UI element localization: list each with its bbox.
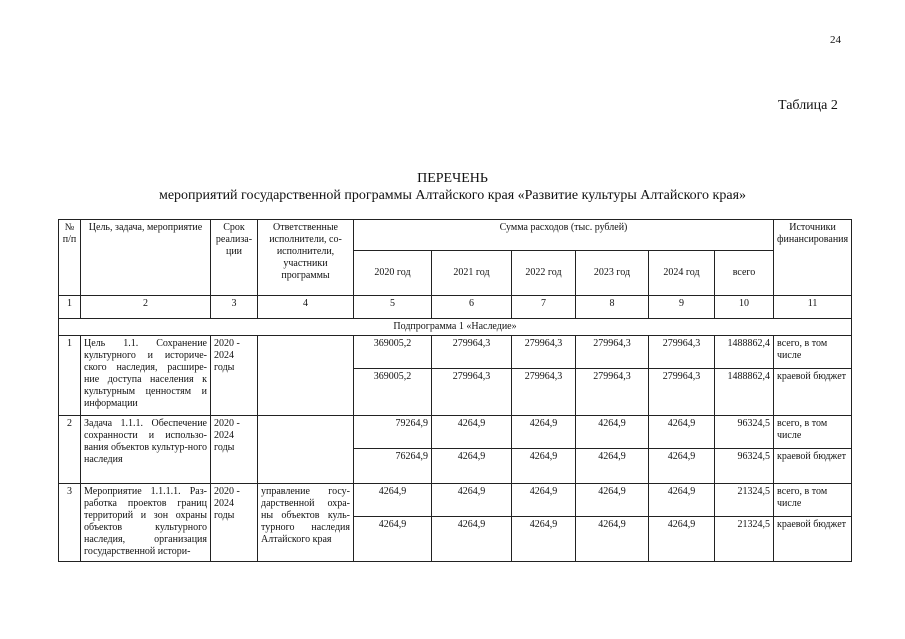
column-number: 1	[59, 296, 81, 319]
row-value: 369005,2	[354, 336, 432, 369]
column-number: 9	[649, 296, 715, 319]
row-goal: Мероприятие 1.1.1.1. Раз-работка проектов границ территорий и зон охраны объектов культурного наследия, организация государственной истори-	[81, 484, 211, 562]
col-header-num: № п/п	[59, 220, 81, 296]
row-goal: Цель 1.1. Сохранение культурного и историче-ского наследия, расшире-ние доступа населения к культурным ценностям и информации	[81, 336, 211, 416]
row-value: 76264,9	[354, 449, 432, 484]
col-header-expenses: Сумма расходов (тыс. рублей)	[354, 220, 774, 251]
row-executors	[258, 336, 354, 416]
column-number: 11	[774, 296, 852, 319]
row-value: 4264,9	[649, 416, 715, 449]
col-header-sources: Источники финансирования	[774, 220, 852, 296]
table-row	[59, 336, 852, 369]
column-number: 10	[715, 296, 774, 319]
row-value: 279964,3	[576, 336, 649, 369]
row-source: краевой бюджет	[774, 449, 852, 484]
table-row	[59, 484, 852, 517]
column-number: 6	[432, 296, 512, 319]
row-value: 279964,3	[576, 369, 649, 416]
table-label: Таблица 2	[778, 98, 838, 113]
table-row	[59, 416, 852, 449]
row-source: всего, в том числе	[774, 336, 852, 369]
col-header-year: 2022 год	[512, 251, 576, 296]
row-value: 4264,9	[649, 484, 715, 517]
row-value: 4264,9	[354, 484, 432, 517]
column-number: 4	[258, 296, 354, 319]
column-number-row	[59, 296, 852, 319]
row-value: 4264,9	[649, 449, 715, 484]
row-value: 79264,9	[354, 416, 432, 449]
row-executors: управление госу-дарственной охра-ны объектов куль-турного наследия Алтайского края	[258, 484, 354, 562]
row-num: 1	[59, 336, 81, 416]
subprogram-title: Подпрограмма 1 «Наследие»	[59, 319, 852, 336]
column-number: 3	[211, 296, 258, 319]
row-term: 2020 - 2024 годы	[211, 416, 258, 484]
row-value: 4264,9	[432, 517, 512, 562]
row-num: 3	[59, 484, 81, 562]
header-row-1	[59, 220, 852, 251]
row-total: 96324,5	[715, 416, 774, 449]
row-value: 279964,3	[512, 369, 576, 416]
col-header-year: 2023 год	[576, 251, 649, 296]
row-value: 279964,3	[432, 336, 512, 369]
col-header-year: 2021 год	[432, 251, 512, 296]
col-header-year: 2024 год	[649, 251, 715, 296]
column-number: 8	[576, 296, 649, 319]
col-header-executors: Ответственные исполнители, со-исполнители, участники программы	[258, 220, 354, 296]
row-total: 21324,5	[715, 484, 774, 517]
col-header-goal: Цель, задача, мероприятие	[81, 220, 211, 296]
col-header-term: Срок реализа-ции	[211, 220, 258, 296]
row-value: 4264,9	[512, 449, 576, 484]
row-value: 4264,9	[432, 484, 512, 517]
col-header-year: 2020 год	[354, 251, 432, 296]
row-value: 4264,9	[576, 416, 649, 449]
row-value: 279964,3	[512, 336, 576, 369]
column-number: 5	[354, 296, 432, 319]
row-value: 4264,9	[576, 449, 649, 484]
row-value: 4264,9	[576, 484, 649, 517]
row-value: 4264,9	[432, 449, 512, 484]
document-heading	[0, 170, 905, 204]
heading-title: ПЕРЕЧЕНЬ	[417, 171, 488, 186]
heading-subtitle: мероприятий государственной программы Алтайского края «Развитие культуры Алтайского края»	[158, 188, 747, 203]
row-term: 2020 - 2024 годы	[211, 336, 258, 416]
row-value: 279964,3	[649, 369, 715, 416]
row-total: 21324,5	[715, 517, 774, 562]
row-source: краевой бюджет	[774, 369, 852, 416]
column-number: 7	[512, 296, 576, 319]
row-value: 4264,9	[649, 517, 715, 562]
row-total: 1488862,4	[715, 369, 774, 416]
row-value: 4264,9	[512, 517, 576, 562]
row-value: 4264,9	[512, 484, 576, 517]
row-total: 1488862,4	[715, 336, 774, 369]
row-value: 4264,9	[512, 416, 576, 449]
measures-table	[58, 219, 852, 562]
row-source: всего, в том числе	[774, 484, 852, 517]
row-goal: Задача 1.1.1. Обеспечение сохранности и использо-вания объектов культур-ного наследия	[81, 416, 211, 484]
row-value: 4264,9	[354, 517, 432, 562]
row-total: 96324,5	[715, 449, 774, 484]
row-source: краевой бюджет	[774, 517, 852, 562]
row-value: 279964,3	[432, 369, 512, 416]
row-value: 369005,2	[354, 369, 432, 416]
subprogram-row	[59, 319, 852, 336]
row-term: 2020 - 2024 годы	[211, 484, 258, 562]
row-executors	[258, 416, 354, 484]
row-source: всего, в том числе	[774, 416, 852, 449]
row-value: 4264,9	[576, 517, 649, 562]
row-num: 2	[59, 416, 81, 484]
row-value: 4264,9	[432, 416, 512, 449]
col-header-total: всего	[715, 251, 774, 296]
page-number: 24	[830, 34, 841, 46]
row-value: 279964,3	[649, 336, 715, 369]
column-number: 2	[81, 296, 211, 319]
